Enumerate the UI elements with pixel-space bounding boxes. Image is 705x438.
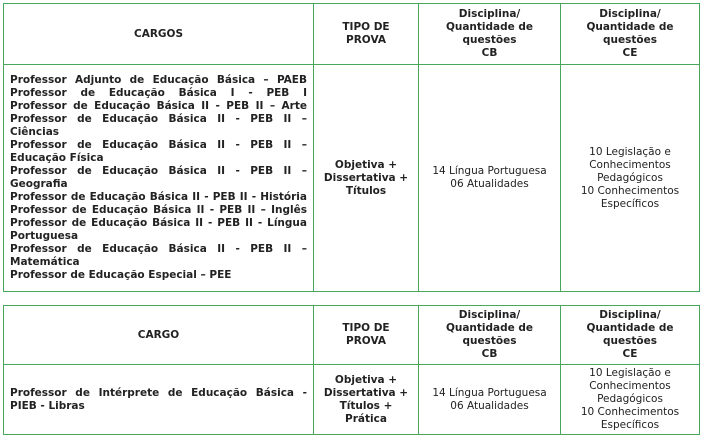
disciplina-cb-cell (419, 65, 561, 292)
cb-line: 06 Atualidades (450, 399, 529, 412)
header-line: Disciplina/ (599, 8, 661, 21)
ce-line: Conhecimentos (589, 158, 671, 171)
ce-line: 10 Conhecimentos (580, 184, 680, 197)
cargos-table (3, 3, 700, 292)
cargo-line: Professor de Intérprete de Educação Básica - (10, 386, 307, 399)
ce-line: Conhecimentos (589, 380, 671, 393)
header-line: questões (603, 335, 657, 348)
ce-line: Pedagógicos (597, 393, 663, 406)
cargo-line: Professor de Educação Básica II - PEB II - Língua (10, 217, 307, 230)
tipo-line: Dissertativa + (323, 171, 409, 184)
cargo-line: Professor de Educação Especial – PEE (10, 269, 232, 282)
header-disciplina-ce (561, 306, 700, 365)
cargo-line: Professor de Educação Básica II - PEB II – (10, 139, 307, 152)
disciplina-ce-cell (561, 65, 700, 292)
disciplina-ce-cell (561, 365, 700, 435)
ce-line: 10 Legislação e (589, 145, 671, 158)
cargo-line: Professor de Educação Básica II - PEB II – (10, 113, 307, 126)
header-row (4, 4, 700, 65)
ce-line: 10 Legislação e (589, 367, 671, 380)
cb-line: 06 Atualidades (450, 178, 529, 191)
header-line: questões (462, 335, 517, 348)
tipo-prova-cell (314, 65, 419, 292)
header-disciplina-cb (419, 306, 561, 365)
cb-line: 14 Língua Portuguesa (432, 386, 547, 399)
header-line: Disciplina/ (599, 309, 661, 322)
cargo-line: Professor de Educação Básica II - PEB II – (10, 243, 307, 256)
header-line: Quantidade de (586, 21, 674, 34)
ce-line: Específicos (600, 419, 660, 432)
header-line: CE (622, 348, 638, 361)
cargo-line: Professor de Educação Básica II - PEB II – (10, 165, 307, 178)
cargo-libras-table (3, 305, 700, 435)
header-cargo: CARGO (4, 306, 314, 365)
tipo-line: Títulos + (339, 399, 393, 412)
header-disciplina-ce (561, 4, 700, 65)
cb-line: 14 Língua Portuguesa (432, 165, 547, 178)
ce-line: Específicos (600, 197, 660, 210)
disciplina-cb-cell (419, 365, 561, 435)
header-line: questões (462, 34, 517, 47)
cargo-cell (4, 365, 314, 435)
cargo-line: Portuguesa (10, 230, 79, 243)
cargo-line: PIEB - Libras (10, 399, 85, 412)
header-tipo-prova (314, 306, 419, 365)
header-line: Quantidade de (445, 322, 534, 335)
ce-line: Pedagógicos (597, 171, 663, 184)
cargo-line: Professor de Educação Básica I - PEB I (10, 87, 307, 100)
cargo-line: Professor de Educação Básica II - PEB II – Arte (10, 100, 307, 113)
header-line: CB (481, 47, 498, 60)
header-tipo-prova (314, 4, 419, 65)
header-line: Quantidade de (586, 322, 674, 335)
cargo-line: Educação Física (10, 152, 104, 165)
cargo-line: Matemática (10, 256, 80, 269)
cargo-line: Professor Adjunto de Educação Básica – PAEB (10, 74, 307, 87)
cargo-line: Geografia (10, 178, 68, 191)
table-row (4, 65, 700, 292)
header-row (4, 306, 700, 365)
tipo-line: Dissertativa + (323, 386, 409, 399)
header-line: CB (481, 348, 498, 361)
tipo-line: Objetiva + (334, 373, 398, 386)
header-line: Quantidade de (445, 21, 534, 34)
cargos-list-cell (4, 65, 314, 292)
header-line: questões (603, 34, 657, 47)
tipo-line: Objetiva + (334, 158, 398, 171)
ce-line: 10 Conhecimentos (580, 406, 680, 419)
tipo-line: Títulos (345, 184, 387, 197)
table-row (4, 365, 700, 435)
cargo-line: Professor de Educação Básica II - PEB II - História (10, 191, 307, 204)
cargo-line: Ciências (10, 126, 60, 139)
header-line: TIPO DE (342, 21, 390, 34)
tipo-line: Prática (345, 412, 387, 425)
header-cargos: CARGOS (4, 4, 314, 65)
tipo-prova-cell (314, 365, 419, 435)
header-line: TIPO DE (342, 322, 390, 335)
header-disciplina-cb (419, 4, 561, 65)
header-line: PROVA (346, 335, 386, 348)
header-line: Disciplina/ (458, 309, 521, 322)
cargo-line: Professor de Educação Básica II - PEB II – Inglês (10, 204, 307, 217)
header-line: PROVA (346, 34, 386, 47)
header-line: Disciplina/ (458, 8, 521, 21)
header-line: CE (622, 47, 638, 60)
